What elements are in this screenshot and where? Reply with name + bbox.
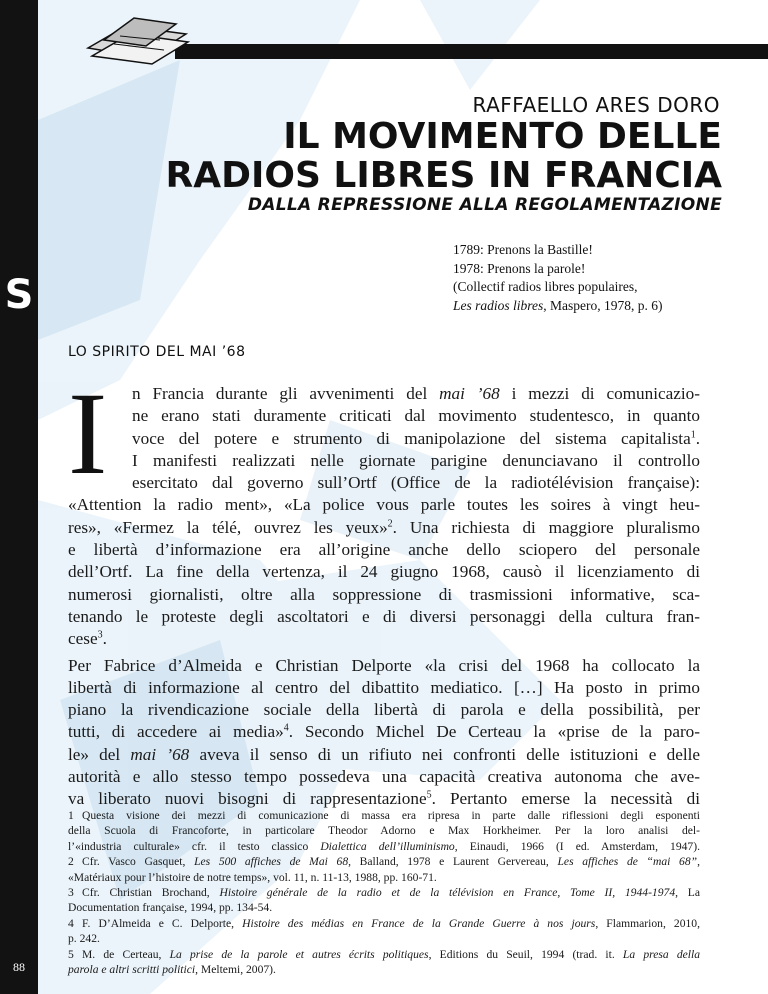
footnote-text: , La [675,885,701,899]
title-line-2: RADIOS LIBRES IN FRANCIA [165,155,722,196]
footnote-line [68,808,700,823]
article-title [165,117,722,195]
body-line: dell’Ortf. La fine della vertenza, il 24 giugno 1968, causò il licenziamento di [68,562,700,582]
footnote-text: , Balland, 1978 e Laurent Gervereau, [348,855,558,869]
body-line-text: . Secondo Michel De Certeau la «prise de la paro- [288,722,700,742]
footnote-text: , Einaudi, 1966 (I ed. Amsterdam, 1947). [454,839,700,853]
footnote-ref: 3 [97,629,103,641]
body-line-text: n Francia durante gli avvenimenti del mai ’68 i mezzi di comunicazio- [132,384,700,403]
body-line-text: va liberato nuovi bisogni di rappresentazione [68,789,427,809]
epigraph-book-title: Les radios libres [453,297,544,313]
body-line [68,721,700,743]
body-line: piano la rivendicazione sociale della libertà di parola e della possibilità, per [68,700,700,720]
footnote-line [68,916,700,931]
footnote-text: Cfr. Christian Brochand, [82,885,220,899]
footnote-italic: La prise de la parole et autres écrits politiques [169,947,429,961]
epigraph-line: 1978: Prenons la parole! [453,260,586,276]
footnotes [68,808,700,977]
footnote-line [68,854,700,869]
footnote-line [68,947,700,962]
footnote-line [68,839,700,854]
footnote-line: p. 242. [68,932,100,946]
footnote-line [68,962,700,977]
footnote-text: M. de Certeau, [82,947,170,961]
body-line: e libertà d’informazione era all’origine anche dello sciopero del personale [68,540,700,560]
sidebar-letter: S [4,272,34,318]
footnote-line: della Scuola di Francoforte, in particolare Theodor Adorno e Max Horkheimer. Per la loro analisi del- [68,824,700,838]
footnote-italic: parola e altri scritti politici [68,962,196,976]
paragraph-2 [68,655,700,811]
footnote-italic: Dialettica dell’illuminismo [320,839,455,853]
section-heading: LO SPIRITO DEL MAI ’68 [68,344,246,360]
footnote-ref: 5 [426,789,432,801]
body-line: I manifesti realizzati nelle giornate parigine denunciavano il controllo [132,450,700,470]
footnote-text: F. D’Almeida e C. Delporte, [82,916,243,930]
drop-cap: I [68,368,108,499]
book-stack-logo-icon [84,14,194,66]
page-number: 88 [13,960,25,974]
footnote-ref: 4 [283,722,289,734]
body-line-text: . Pertanto emerse la necessità di [431,789,700,809]
article-body [68,368,701,811]
title-line-1: IL MOVIMENTO DELLE [283,116,722,157]
body-line: tenando le proteste degli ascoltatori e di diversi personaggi della cultura fran- [68,606,700,626]
body-line-text: cese [68,629,98,649]
body-line [68,517,700,539]
body-italic: mai ’68 [130,744,190,764]
footnote-italic: Les 500 affiches de Mai 68 [194,855,349,869]
body-line: cese$^3$. [68,629,107,649]
epigraph [453,241,753,315]
body-line: libertà di informazione al centro del dibattito mediatico. […] Ha posto in primo [68,677,700,697]
footnote-italic: Les affiches de “mai 68” [557,855,698,869]
body-line: Per Fabrice d’Almeida e Christian Delporte «la crisi del 1968 ha collocato la [68,655,700,675]
body-line-text: . Una richiesta di maggiore pluralismo [392,517,700,537]
body-line [68,744,700,766]
body-line: numerosi giornalisti, oltre alla soppressione di trasmissioni informative, sca- [68,584,700,604]
body-line: «Attention la radio ment», «La police vous parle toutes les soires à vingt heu- [68,495,700,515]
epigraph-line: 1789: Prenons la Bastille! [453,242,593,257]
header-rule [175,44,768,59]
footnote-text: , [697,855,701,869]
footnote-number: 5 [68,947,74,961]
body-line-text: res», «Fermez la télé, ouvrez les yeux» [68,517,388,537]
footnote-text: Cfr. Vasco Gasquet, [82,855,195,869]
epigraph-citation: , Maspero, 1978, p. 6) [543,297,663,313]
footnote-text: , Meltemi, 2007). [195,962,276,976]
footnote-text: Questa visione dei mezzi di comunicazione di massa era ripresa in parte dalle riflessioni degli esponenti [82,809,700,822]
body-line-text: voce del potere e strumento di manipolazione del sistema capitalista [132,428,691,448]
body-line: ne erano stati duramente criticati dal movimento studentesco, in quanto [132,406,700,426]
footnote-number: 1 [68,809,74,822]
footnote-number: 4 [68,916,74,930]
footnote-italic: La presa della [622,947,700,961]
footnote-line [68,885,700,900]
body-line-text: tutti, di accedere ai media» [68,722,284,742]
epigraph-line [453,297,753,316]
body-line: esercitato dal governo sull’Ortf (Office de la radiotélévision française): [132,473,700,493]
footnote-number: 2 [68,855,74,869]
footnote-text: l’«industria culturale» cfr. il testo classico [68,839,321,853]
body-italic: mai ’68 [439,384,500,403]
footnote-line: Documentation française, 1994, pp. 134-54. [68,901,273,915]
body-line: autorità e allo stesso tempo possedeva una capacità creativa autonoma che ave- [68,767,700,787]
footnote-ref: 2 [387,518,393,530]
footnote-line: «Matériaux pour l’histoire de notre temps», vol. 11, n. 11-13, 1988, pp. 160-71. [68,870,437,884]
footnote-text: , Flammarion, 2010, [595,916,700,930]
author-name: RAFFAELLO ARES DORO [472,93,720,117]
body-line: voce del potere e strumento di manipolazione del sistema capitalista$^1$. [132,428,700,448]
body-line-text: le» del [68,744,131,764]
epigraph-line: (Collectif radios libres populaires, [453,279,638,294]
footnote-italic: Histoire des médias en France de la Grande Guerre à nos jours [242,916,596,930]
footnote-number: 3 [68,885,74,899]
article-subtitle: DALLA REPRESSIONE ALLA REGOLAMENTAZIONE [247,195,722,215]
sidebar-bar [0,0,38,994]
footnote-text: , Editions du Seuil, 1994 (trad. it. [428,947,623,961]
body-line-text: aveva il senso di un rifiuto nei confronti delle istituzioni e delle [189,744,701,764]
footnote-italic: Histoire générale de la radio et de la télévision en France, Tome II, 1944-1974 [219,885,676,899]
footnote-ref: 1 [690,428,696,440]
body-line [68,383,700,405]
